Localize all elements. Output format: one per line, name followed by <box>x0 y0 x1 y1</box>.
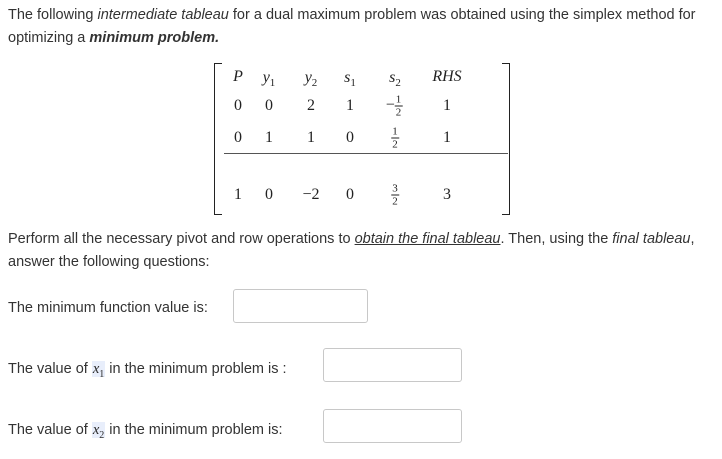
cell-r3-c1: 1 <box>234 186 242 203</box>
objective-divider-line <box>224 153 508 154</box>
intro-text-2: for a dual maximum problem was obtained using the simplex method for optimizing a <box>8 7 696 46</box>
cell-r2-c1: 0 <box>234 129 242 146</box>
header-y1: $y_1$ <box>262 68 276 90</box>
instructions <box>8 228 713 274</box>
right-bracket <box>502 63 510 215</box>
problem-intro <box>8 4 713 50</box>
cell-r1-c5: − $\frac{1}{2}$ <box>385 93 402 119</box>
question-min-value-label: The minimum function value is: <box>8 300 208 316</box>
instructions-text-3: , answer the following questions: <box>8 231 695 270</box>
x1-value-input[interactable] <box>323 348 462 382</box>
x2-value-input[interactable] <box>323 409 462 443</box>
cell-r3-c5: $\frac{3}{2}$ <box>392 182 398 208</box>
header-rhs: RHS <box>432 68 462 85</box>
cell-r2-c5: $\frac{1}{2}$ <box>392 125 398 151</box>
header-y2: $y_2$ <box>304 68 318 90</box>
instructions-final-tableau: final tableau <box>612 231 691 247</box>
cell-r2-c2: 1 <box>265 129 273 146</box>
header-P: P <box>233 68 243 85</box>
header-s1: $s_1$ <box>344 68 356 90</box>
cell-r2-c3: 1 <box>307 129 315 146</box>
cell-r1-c2: 0 <box>265 97 273 114</box>
cell-r3-c4: 0 <box>346 186 354 203</box>
cell-r1-c4: 1 <box>346 97 354 114</box>
x2-variable: $x_2$ <box>92 422 105 441</box>
cell-r2-c4: 0 <box>346 129 354 146</box>
left-bracket <box>214 63 222 215</box>
instructions-text-1: Perform all the necessary pivot and row operations to <box>8 231 355 247</box>
question-x2-label: The value of $x_2$ in the minimum problem is: <box>8 422 283 441</box>
cell-r3-c6: 3 <box>443 186 451 203</box>
x1-variable: $x_1$ <box>92 361 105 380</box>
intro-text-1: The following <box>8 7 98 23</box>
question-x1-label: The value of $x_1$ in the minimum problem is : <box>8 361 287 380</box>
simplex-tableau <box>214 63 510 213</box>
instructions-text-2: . Then, using the <box>500 231 613 247</box>
cell-r3-c3: −2 <box>302 186 320 203</box>
cell-r1-c1: 0 <box>234 97 242 114</box>
header-s2: $s_2$ <box>389 68 401 90</box>
intro-emphasis-minimum: minimum problem. <box>89 30 220 46</box>
intro-emphasis-tableau: intermediate tableau <box>97 7 229 23</box>
cell-r1-c6: 1 <box>443 97 451 114</box>
cell-r1-c3: 2 <box>307 97 315 114</box>
cell-r2-c6: 1 <box>443 129 451 146</box>
instructions-underlined: obtain the final tableau <box>354 231 501 247</box>
cell-r3-c2: 0 <box>265 186 273 203</box>
min-value-input[interactable] <box>233 289 368 323</box>
